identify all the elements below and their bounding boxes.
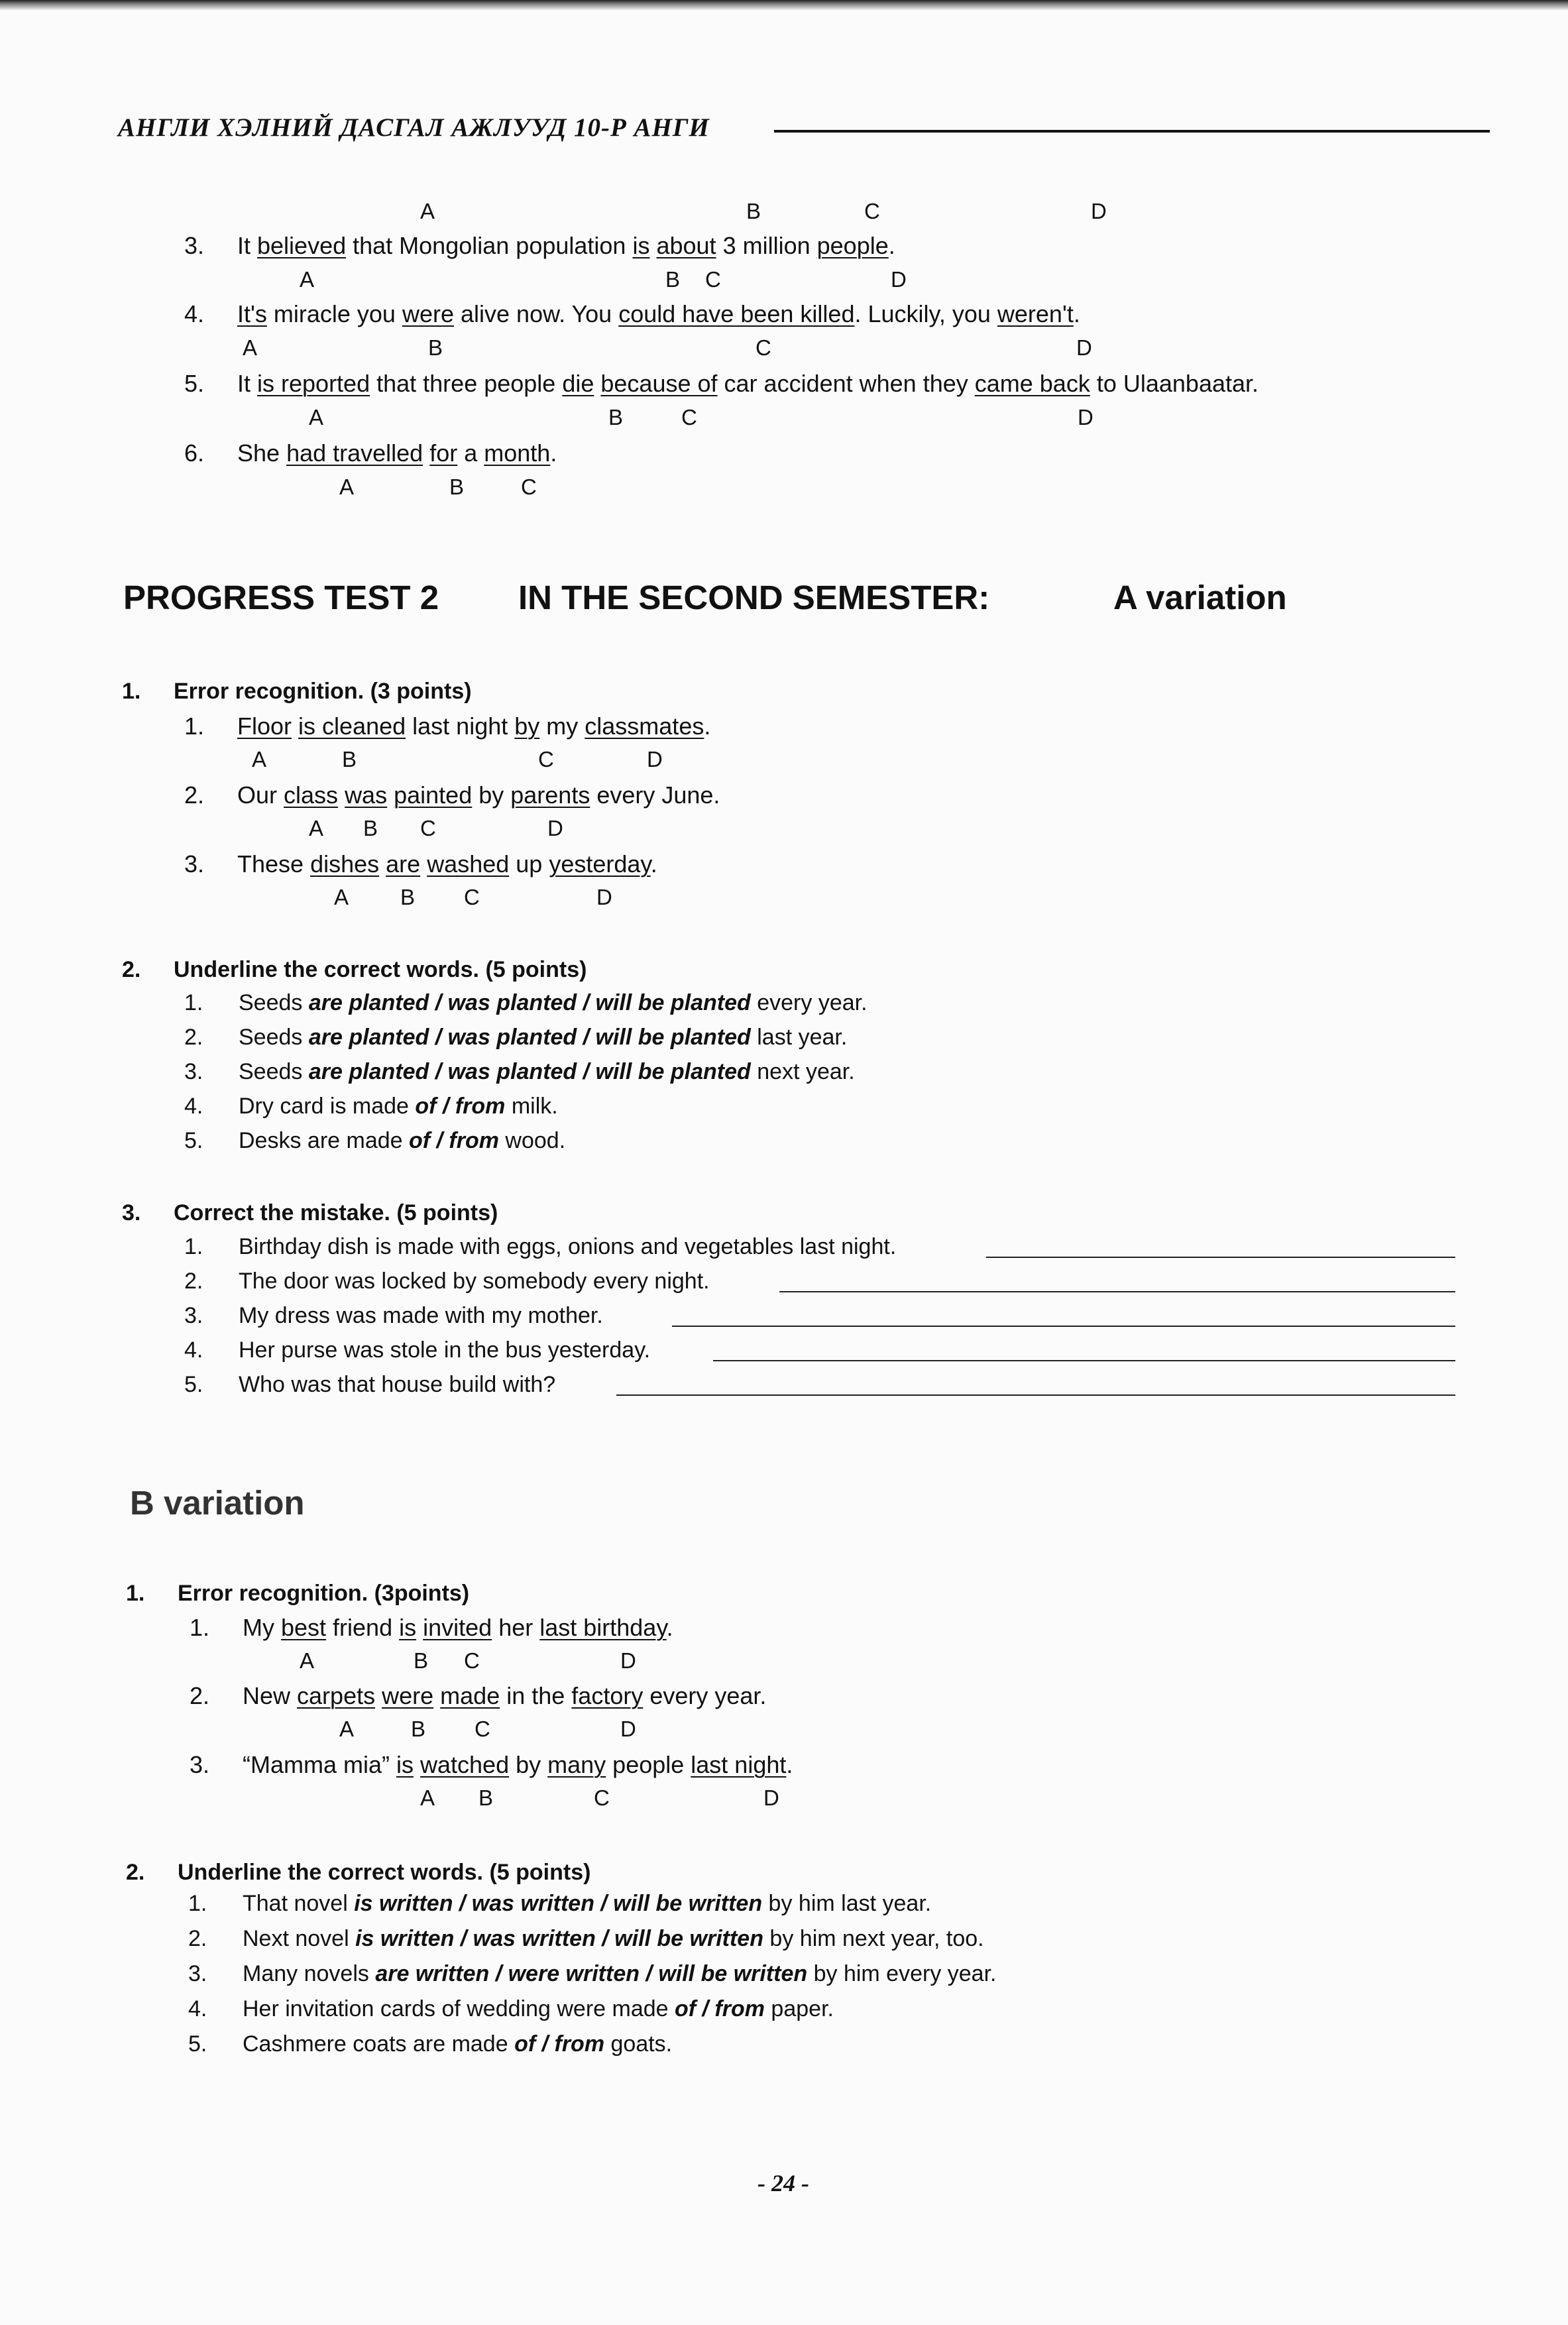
sentence-text: Seeds	[239, 1059, 309, 1084]
section-title: Error recognition. (3 points)	[174, 679, 472, 704]
item-number: 2.	[184, 781, 205, 809]
option-letter-a: A	[309, 816, 324, 840]
item-number: 5.	[184, 1128, 203, 1153]
option-letter-d: D	[1076, 335, 1092, 360]
sentence-text: in the	[500, 1682, 572, 1709]
item-number: 4.	[184, 300, 205, 327]
underlined-option: factory	[571, 1682, 644, 1709]
item-text	[239, 1059, 855, 1085]
underlined-option: weren't	[997, 300, 1074, 327]
underlined-option: could have been killed	[618, 300, 855, 327]
item-text	[237, 439, 557, 467]
sentence-text: every June.	[590, 781, 720, 809]
page-header: АНГЛИ ХЭЛНИЙ ДАСГАЛ АЖЛУУД 10-Р АНГИ	[118, 113, 710, 142]
option-letter-a: A	[300, 1648, 315, 1673]
sentence-text: .	[704, 712, 711, 740]
sentence-text: She	[237, 439, 287, 467]
option-letter-d: D	[1078, 405, 1093, 429]
item-number: 4.	[188, 1996, 207, 2021]
sentence-text: last year.	[750, 1025, 848, 1050]
sentence-text: Cashmere coats are made	[243, 2031, 515, 2057]
underlined-option: It's	[237, 300, 267, 327]
sentence-text	[423, 439, 429, 467]
underlined-option: watched	[420, 1751, 510, 1778]
sentence-text: These	[237, 850, 311, 878]
answer-line	[713, 1360, 1455, 1361]
sentence-text: New	[243, 1682, 298, 1709]
section-number: 2.	[126, 1860, 145, 1885]
option-letter-c: C	[538, 747, 554, 771]
section-number: 1.	[122, 679, 141, 704]
option-letter-c: C	[864, 199, 880, 223]
underlined-option: last birthday	[539, 1614, 667, 1641]
option-letter-b: B	[428, 335, 443, 360]
underlined-option: is reported	[257, 370, 370, 397]
item-number: 2.	[184, 1269, 203, 1294]
option-letter-b: B	[449, 475, 465, 499]
answer-choices: are planted / was planted / will be planted	[308, 1025, 751, 1050]
option-letter-b: B	[665, 267, 681, 292]
item-text	[243, 1891, 931, 1917]
underlined-option: parents	[510, 781, 590, 809]
sentence-text: . Luckily, you	[854, 300, 997, 327]
sentence-text: .	[888, 232, 895, 259]
item-text	[237, 781, 720, 809]
option-letter-d: D	[620, 1717, 636, 1741]
option-letter-c: C	[705, 267, 721, 292]
sentence-text: every year.	[643, 1682, 767, 1709]
answer-choices: of / from	[415, 1094, 506, 1119]
sentence-text: a	[457, 439, 484, 467]
option-letter-d: D	[891, 267, 907, 292]
sentence-text	[387, 781, 394, 809]
item-text	[239, 990, 868, 1016]
page-number: - 24 -	[757, 2170, 809, 2196]
underlined-option: about	[656, 232, 716, 259]
answer-line	[672, 1326, 1455, 1327]
item-text	[239, 1094, 558, 1119]
underlined-option: came back	[974, 370, 1090, 397]
scan-top-edge	[0, 0, 1568, 11]
answer-choices: is written / was written / will be written	[355, 1926, 763, 1951]
sentence-text: friend	[326, 1614, 400, 1641]
underlined-option: dishes	[310, 850, 380, 878]
underlined-option: for	[429, 439, 458, 467]
answer-choices: are planted / was planted / will be planted	[308, 990, 751, 1015]
sentence-text: every year.	[750, 990, 868, 1015]
sentence-text: her	[492, 1614, 540, 1641]
sentence-text: Seeds	[239, 1025, 309, 1050]
sentence-text: that three people	[370, 370, 563, 397]
option-letter-d: D	[647, 747, 663, 771]
underlined-option: month	[484, 439, 551, 467]
option-letter-c: C	[464, 1648, 480, 1673]
underlined-option: is cleaned	[298, 712, 406, 740]
item-number: 1.	[188, 1891, 207, 1916]
underlined-option: Floor	[237, 712, 292, 740]
option-letter-c: C	[521, 475, 537, 499]
underlined-option: was	[345, 781, 388, 809]
option-letter-c: C	[464, 885, 480, 909]
option-letter-d: D	[547, 816, 563, 840]
option-letter-b: B	[478, 1786, 494, 1810]
underlined-option: had travelled	[286, 439, 423, 467]
option-letter-a: A	[334, 885, 349, 909]
item-number: 3.	[184, 1303, 203, 1328]
item-text	[243, 1996, 834, 2022]
sentence-text: to Ulaanbaatar.	[1090, 370, 1259, 397]
sentence-text: paper.	[764, 1996, 834, 2021]
item-number: 1.	[184, 1234, 203, 1259]
variation-b-title: B variation	[130, 1484, 305, 1522]
underlined-option: are	[386, 850, 421, 878]
item-text	[243, 1961, 996, 1987]
underlined-option: believed	[257, 232, 347, 259]
section-title: Correct the mistake. (5 points)	[174, 1200, 498, 1225]
underlined-option: because of	[600, 370, 718, 397]
sentence-text	[433, 1682, 440, 1709]
answer-choices: of / from	[409, 1128, 499, 1153]
option-letter-a: A	[309, 405, 324, 429]
sentence-text: .	[666, 1614, 673, 1641]
section-number: 1.	[126, 1581, 145, 1606]
sentence-text	[414, 1751, 420, 1778]
option-letter-b: B	[363, 816, 378, 840]
item-text	[243, 1926, 984, 1952]
section-title: Error recognition. (3points)	[178, 1581, 470, 1606]
item-text: Her purse was stole in the bus yesterday.	[239, 1337, 651, 1363]
sentence-text: .	[550, 439, 557, 467]
sentence-text	[649, 232, 656, 259]
sentence-text: 3 million	[716, 232, 817, 259]
item-number: 2.	[188, 1926, 207, 1951]
sentence-text: up	[509, 850, 549, 878]
sentence-text: milk.	[505, 1094, 558, 1119]
underlined-option: die	[562, 370, 594, 397]
answer-line	[779, 1291, 1455, 1292]
option-letter-b: B	[411, 1717, 426, 1741]
option-letter-a: A	[420, 199, 435, 223]
sentence-text: car accident when they	[717, 370, 975, 397]
underlined-option: best	[281, 1614, 327, 1641]
option-letter-d: D	[1091, 199, 1107, 223]
sentence-text: alive now. You	[454, 300, 619, 327]
sentence-text: .	[650, 850, 657, 878]
answer-line	[616, 1394, 1455, 1396]
sentence-text: my	[539, 712, 585, 740]
underlined-option: people	[816, 232, 889, 259]
answer-line	[986, 1257, 1455, 1258]
sentence-text: Next novel	[243, 1926, 356, 1951]
underlined-option: washed	[427, 850, 510, 878]
item-number: 2.	[184, 1025, 203, 1050]
option-letter-d: D	[763, 1786, 779, 1810]
sentence-text: last night	[406, 712, 515, 740]
option-letter-b: B	[746, 199, 761, 223]
underlined-option: invited	[423, 1614, 492, 1641]
sentence-text	[416, 1614, 423, 1641]
option-letter-d: D	[596, 885, 612, 909]
underlined-option: is	[399, 1614, 417, 1641]
answer-choices: of / from	[514, 2031, 605, 2057]
option-letter-b: B	[342, 747, 357, 771]
sentence-text: Our	[237, 781, 284, 809]
sentence-text: .	[1073, 300, 1080, 327]
item-number: 5.	[188, 2031, 207, 2057]
item-text	[243, 1751, 793, 1779]
section-title: Underline the correct words. (5 points)	[174, 957, 587, 982]
underlined-option: many	[547, 1751, 606, 1778]
underlined-option: carpets	[297, 1682, 376, 1709]
option-letter-d: D	[620, 1648, 636, 1673]
sentence-text: by him every year.	[807, 1961, 997, 1986]
option-letter-a: A	[339, 475, 355, 499]
underlined-option: yesterday	[549, 850, 651, 878]
sentence-text	[292, 712, 298, 740]
option-letter-b: B	[414, 1648, 429, 1673]
sentence-text	[338, 781, 345, 809]
item-text: The door was locked by somebody every night.	[239, 1269, 710, 1294]
item-number: 2.	[190, 1682, 210, 1709]
option-letter-a: A	[252, 747, 267, 771]
sentence-text: It	[237, 232, 258, 259]
item-text	[237, 232, 895, 260]
item-text	[237, 370, 1259, 398]
answer-choices: are written / were written / will be written	[375, 1961, 808, 1986]
underlined-option: last night	[691, 1751, 787, 1778]
item-text: Birthday dish is made with eggs, onions and vegetables last night.	[239, 1234, 897, 1259]
section-number: 2.	[122, 957, 141, 982]
option-letter-c: C	[475, 1717, 490, 1741]
option-letter-a: A	[420, 1786, 435, 1810]
underlined-option: painted	[394, 781, 473, 809]
underlined-option: were	[402, 300, 454, 327]
sentence-text: Dry card is made	[239, 1094, 416, 1119]
item-text	[237, 850, 657, 878]
item-number: 3.	[184, 1059, 203, 1084]
section-title: Underline the correct words. (5 points)	[178, 1860, 591, 1885]
sentence-text: That novel	[243, 1891, 355, 1916]
item-text	[239, 1025, 847, 1050]
sentence-text: miracle you	[266, 300, 402, 327]
progress-test-title: PROGRESS TEST 2	[123, 579, 439, 616]
sentence-text: that Mongolian population	[346, 232, 633, 259]
sentence-text	[375, 1682, 382, 1709]
option-letter-a: A	[339, 1717, 355, 1741]
option-letter-c: C	[756, 335, 771, 360]
sentence-text: Seeds	[239, 990, 309, 1015]
header-rule	[774, 130, 1490, 133]
item-text	[243, 2031, 672, 2057]
item-text	[243, 1682, 766, 1710]
item-text	[237, 712, 710, 740]
item-number: 1.	[184, 990, 203, 1015]
sentence-text: people	[606, 1751, 691, 1778]
underlined-option: class	[284, 781, 339, 809]
sentence-text	[379, 850, 386, 878]
sentence-text: goats.	[604, 2031, 673, 2057]
item-number: 5.	[184, 1372, 203, 1397]
item-text: Who was that house build with?	[239, 1372, 556, 1397]
sentence-text: It	[237, 370, 258, 397]
answer-choices: is written / was written / will be written	[354, 1891, 763, 1916]
sentence-text: by	[509, 1751, 548, 1778]
option-letter-b: B	[400, 885, 416, 909]
underlined-option: is	[632, 232, 650, 259]
item-text	[237, 300, 1080, 328]
option-letter-c: C	[420, 816, 436, 840]
sentence-text	[594, 370, 600, 397]
underlined-option: classmates	[585, 712, 704, 740]
sentence-text: next year.	[750, 1059, 855, 1084]
item-number: 3.	[190, 1751, 210, 1778]
underlined-option: is	[396, 1751, 414, 1778]
option-letter-c: C	[594, 1786, 610, 1810]
item-text	[239, 1128, 565, 1154]
sentence-text: by him last year.	[762, 1891, 932, 1916]
item-number: 3.	[184, 850, 205, 878]
sentence-text: My	[243, 1614, 281, 1641]
answer-choices: of / from	[675, 1996, 765, 2021]
underlined-option: made	[440, 1682, 500, 1709]
sentence-text: Her invitation cards of wedding were made	[243, 1996, 675, 2021]
option-letter-a: A	[300, 267, 315, 292]
sentence-text: by	[472, 781, 511, 809]
semester-title: IN THE SECOND SEMESTER:	[518, 579, 990, 616]
item-text	[243, 1614, 673, 1642]
item-number: 4.	[184, 1337, 203, 1363]
item-number: 4.	[184, 1094, 203, 1119]
sentence-text: by him next year, too.	[763, 1926, 984, 1951]
sentence-text: wood.	[498, 1128, 566, 1153]
item-number: 3.	[188, 1961, 207, 1986]
sentence-text	[420, 850, 427, 878]
sentence-text: .	[786, 1751, 793, 1778]
item-number: 3.	[184, 232, 205, 259]
item-number: 6.	[184, 439, 205, 467]
option-letter-a: A	[243, 335, 258, 360]
answer-choices: are planted / was planted / will be planted	[308, 1059, 751, 1084]
sentence-text: Many novels	[243, 1961, 376, 1986]
sentence-text: Desks are made	[239, 1128, 409, 1153]
variation-a-title: A variation	[1113, 579, 1287, 616]
section-number: 3.	[122, 1200, 141, 1225]
underlined-option: by	[514, 712, 540, 740]
option-letter-b: B	[608, 405, 624, 429]
item-number: 1.	[190, 1614, 210, 1641]
item-number: 5.	[184, 370, 205, 397]
item-number: 1.	[184, 712, 205, 740]
underlined-option: were	[382, 1682, 434, 1709]
item-text: My dress was made with my mother.	[239, 1303, 603, 1328]
sentence-text: “Mamma mia”	[243, 1751, 396, 1778]
option-letter-c: C	[681, 405, 697, 429]
